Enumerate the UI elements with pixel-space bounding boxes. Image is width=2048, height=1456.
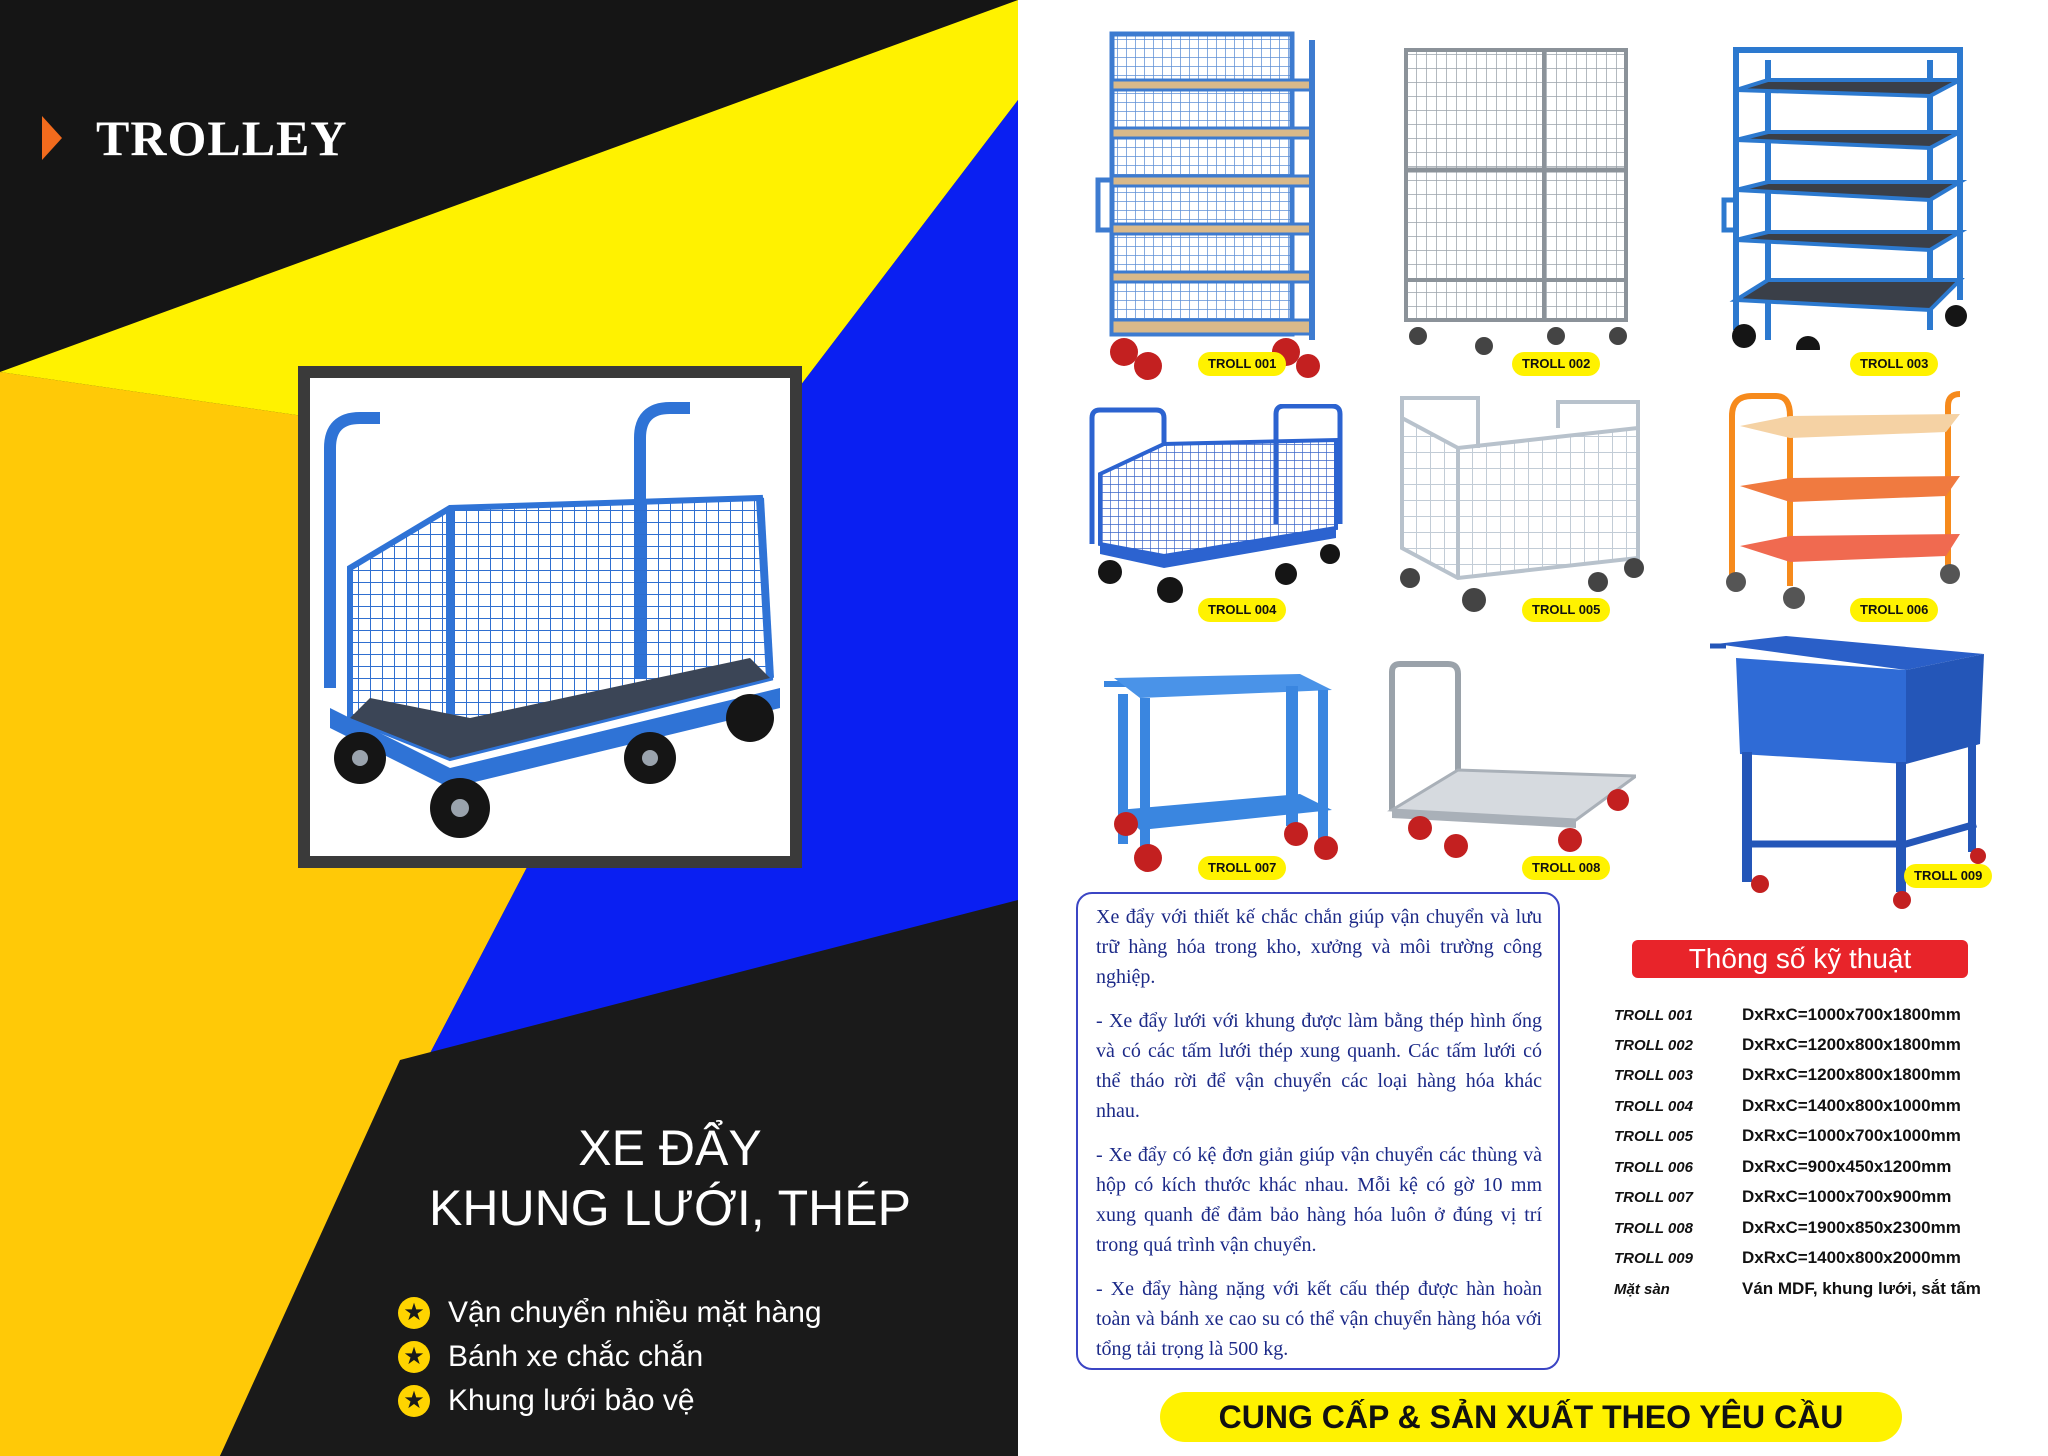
product-troll-008 [1386, 660, 1636, 870]
hero-trolley-image [310, 378, 790, 856]
star-icon [398, 1385, 430, 1417]
headline-line-2: KHUNG LƯỚI, THÉP [429, 1180, 911, 1236]
spec-key: TROLL 008 [1614, 1220, 1693, 1237]
description-paragraph: - Xe đẩy lưới với khung được làm bằng thép hình ống và có các tấm lưới thép xung quanh. Các tấm lưới có thể tháo rời để vận chuyển các loại hàng hóa khác nhau. [1096, 1010, 1542, 1122]
spec-row [1614, 1245, 2034, 1271]
product-troll-004 [1086, 404, 1356, 604]
spec-key: TROLL 005 [1614, 1128, 1693, 1145]
spec-value: DxRxC=1000x700x1000mm [1742, 1126, 1961, 1145]
feature-item [398, 1336, 958, 1378]
feature-label: Vận chuyển nhiều mặt hàng [448, 1296, 822, 1329]
headline-line-1: XE ĐẨY [578, 1120, 762, 1176]
product-code-tag: TROLL 005 [1522, 598, 1610, 622]
brand-title: TROLLEY [96, 110, 348, 166]
spec-row [1614, 1184, 2034, 1210]
description-paragraph: - Xe đẩy có kệ đơn giản giúp vận chuyển các thùng và hộp có kích thước khác nhau. Mỗi kệ có gờ 10 mm xung quanh để đảm bảo hàng hóa luôn ở đúng vị trí trong quá trình vận chuyển. [1096, 1144, 1542, 1256]
steel-table-cart-icon [1100, 670, 1340, 880]
product-troll-003 [1720, 40, 1970, 350]
spec-row [1614, 1002, 2034, 1028]
spec-key: TROLL 002 [1614, 1037, 1693, 1054]
arrow-icon [42, 116, 62, 160]
spec-row [1614, 1123, 2034, 1149]
hero-image-frame [298, 366, 802, 868]
product-troll-007 [1100, 670, 1340, 880]
spec-value: DxRxC=1200x800x1800mm [1742, 1065, 1961, 1084]
feature-item [398, 1380, 958, 1422]
star-icon [398, 1341, 430, 1373]
product-code-tag: TROLL 009 [1904, 864, 1992, 888]
product-troll-006 [1720, 386, 1970, 616]
spec-row [1614, 1276, 2034, 1302]
spec-key: TROLL 001 [1614, 1007, 1693, 1024]
feature-label: Bánh xe chắc chắn [448, 1340, 704, 1373]
platform-cart-icon [1386, 660, 1636, 870]
cover-panel [0, 0, 1018, 1456]
spec-key: Mặt sàn [1614, 1281, 1670, 1298]
description-paragraph: - Xe đẩy hàng nặng với kết cấu thép được hàn hoàn toàn và bánh xe cao su có thể vận chuyển hàng hóa với tổng tải trọng là 500 kg. [1096, 1278, 1542, 1360]
spec-row [1614, 1093, 2034, 1119]
orange-shelf-cart-icon [1720, 386, 1970, 616]
mesh-trolley-icon [310, 378, 790, 856]
spec-value: DxRxC=1000x700x1800mm [1742, 1005, 1961, 1024]
spec-value: Ván MDF, khung lưới, sắt tấm [1742, 1279, 1981, 1298]
spec-key: TROLL 003 [1614, 1067, 1693, 1084]
product-code-tag: TROLL 002 [1512, 352, 1600, 376]
mesh-shelf-trolley-icon [1090, 30, 1340, 380]
brand-header [42, 108, 348, 168]
product-headline [300, 1118, 1018, 1238]
shelf-trolley-icon [1720, 40, 1970, 350]
spec-value: DxRxC=1900x850x2300mm [1742, 1218, 1961, 1237]
spec-row [1614, 1154, 2034, 1180]
spec-value: DxRxC=1200x800x1800mm [1742, 1035, 1961, 1054]
spec-key: TROLL 004 [1614, 1098, 1693, 1115]
spec-key: TROLL 009 [1614, 1250, 1693, 1267]
description-box [1076, 892, 1560, 1370]
product-troll-001 [1090, 30, 1340, 380]
product-code-tag: TROLL 008 [1522, 856, 1610, 880]
spec-row [1614, 1215, 2034, 1241]
spec-value: DxRxC=900x450x1200mm [1742, 1157, 1952, 1176]
custom-order-banner: CUNG CẤP & SẢN XUẤT THEO YÊU CẦU [1160, 1392, 1902, 1442]
description-intro: Xe đẩy với thiết kế chắc chắn giúp vận chuyển và lưu trữ hàng hóa trong kho, xưởng và môi trường công nghiệp. [1096, 906, 1542, 988]
spec-key: TROLL 006 [1614, 1159, 1693, 1176]
product-troll-005 [1388, 388, 1648, 618]
spec-key: TROLL 007 [1614, 1189, 1693, 1206]
product-code-tag: TROLL 004 [1198, 598, 1286, 622]
mesh-cart-icon [1086, 404, 1356, 604]
product-code-tag: TROLL 003 [1850, 352, 1938, 376]
wire-cart-icon [1388, 388, 1648, 618]
product-code-tag: TROLL 001 [1198, 352, 1286, 376]
spec-value: DxRxC=1400x800x2000mm [1742, 1248, 1961, 1267]
product-code-tag: TROLL 006 [1850, 598, 1938, 622]
wire-roll-cage-icon [1396, 40, 1646, 360]
spec-value: DxRxC=1400x800x1000mm [1742, 1096, 1961, 1115]
spec-value: DxRxC=1000x700x900mm [1742, 1187, 1952, 1206]
specs-title: Thông số kỹ thuật [1632, 940, 1968, 978]
feature-item [398, 1292, 958, 1334]
feature-label: Khung lưới bảo vệ [448, 1384, 695, 1417]
product-troll-002 [1396, 40, 1646, 360]
product-code-tag: TROLL 007 [1198, 856, 1286, 880]
spec-row [1614, 1062, 2034, 1088]
star-icon [398, 1297, 430, 1329]
spec-row [1614, 1032, 2034, 1058]
